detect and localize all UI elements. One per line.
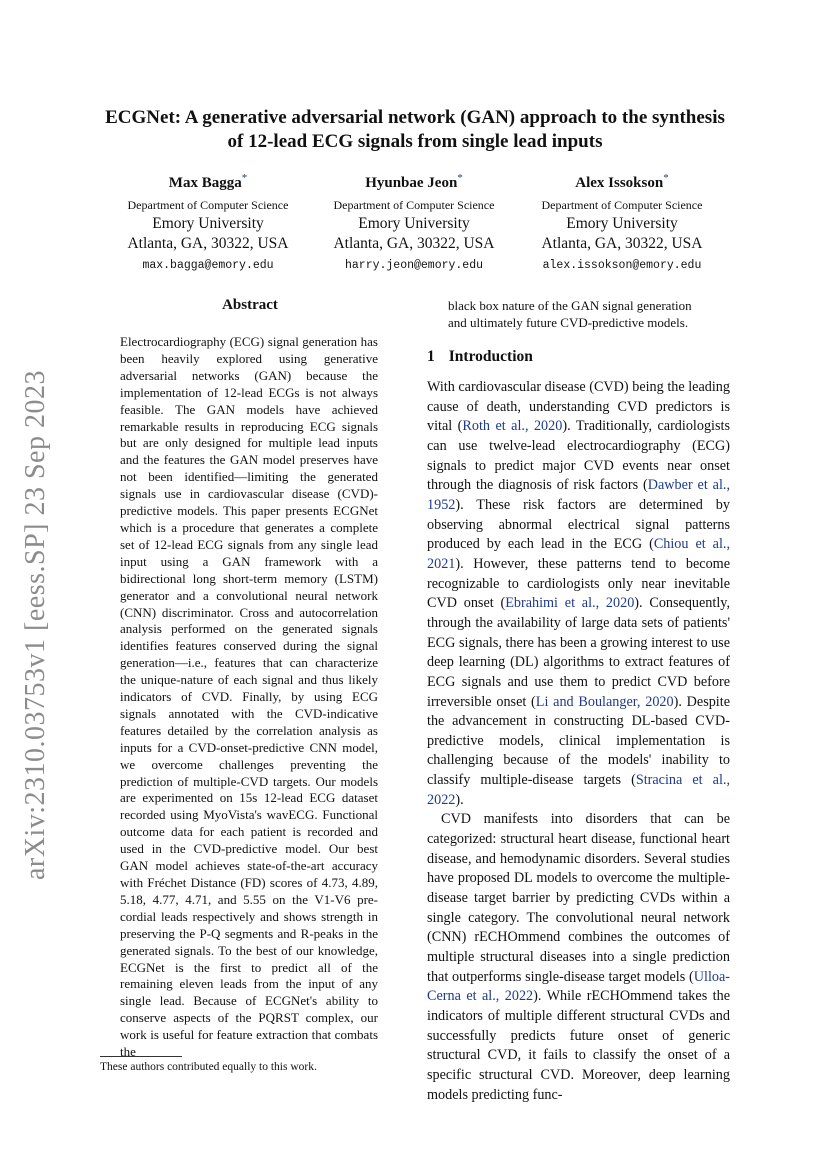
author-department: Department of Computer Science <box>333 198 495 212</box>
author-department: Department of Computer Science <box>127 198 289 212</box>
citation-link[interactable]: Roth et al., 2020 <box>462 418 563 435</box>
introduction-body <box>427 378 730 1105</box>
paragraph: With cardiovascular disease (CVD) being the leading cause of death, understanding CVD predictors is vital (Roth et al., 2020). Traditionally, cardiologists can use twelve-lead electrocardiography (ECG) signals to predict major CVD events near onset through the diagnosis of risk factors (Dawber et al., 1952). These risk factors are determined by observing abnormal electrical signal patterns produced by each lead in the ECG (Chiou et al., 2021). However, these patterns tend to become recognizable to cardiologists only near inevitable CVD onset (Ebrahimi et al., 2020). Consequently, through the availability of large data sets of patients' ECG signals, there has been a growing interest to use deep learning (DL) algorithms to extract features of ECG signals and use them to predict CVD before irreversible onset (Li and Boulanger, 2020). Despite the advancement in constructing DL-based CVD-predictive models, clinical implementation is challenging because of the models' inability to classify multiple-disease targets (Stracina et al., 2022). <box>427 379 730 808</box>
paper-title: ECGNet: A generative adversarial network (GAN) approach to the synthesis of 12-lead ECG signals from single lead inputs <box>105 107 725 152</box>
author-university: Emory University <box>152 215 264 232</box>
citation-link[interactable]: Ulloa-Cerna et al., 2022 <box>427 968 730 1005</box>
author-block <box>304 168 524 275</box>
author-university: Emory University <box>358 215 470 232</box>
footnote-divider <box>100 1056 182 1057</box>
footnote: These authors contributed equally to this work. <box>100 1061 317 1073</box>
section-heading <box>427 348 533 366</box>
author-block <box>512 168 732 275</box>
arxiv-identifier: arXiv:2310.03753v1 [eess.SP] 23 Sep 2023 <box>19 370 51 880</box>
author-city: Atlanta, GA, 30322, USA <box>127 235 289 252</box>
author-email[interactable]: harry.jeon@emory.edu <box>344 259 484 272</box>
author-block <box>98 168 318 275</box>
citation-link[interactable]: Chiou et al., 2021 <box>427 536 730 572</box>
abstract-continuation: black box nature of the GAN signal generation and ultimately future CVD-predictive models. <box>448 298 692 330</box>
author-university: Emory University <box>566 215 678 232</box>
author-city: Atlanta, GA, 30322, USA <box>333 235 495 252</box>
abstract-text: Electrocardiography (ECG) signal generation has been heavily explored using generative adversarial networks (GAN) because the implementation of 12-lead ECGs is not always feasible. The GAN models have achieved remarkable results in reproducing ECG signals but are only designed for multiple lead inputs and the features the GAN model preserves have not been identified—limiting the generated signals use in cardiovascular disease (CVD)-predictive models. This paper presents ECGNet which is a procedure that generates a complete set of 12-lead ECG signals from any single lead input using a GAN framework with a bidirectional long short-term memory (LSTM) generator and a convolutional neural network (CNN) discriminator. Cross and autocorrelation analysis performed on the generated signals identifies features conserved during the signal generation—i.e., features that can characterize the unique-nature of each signal and thus likely indicators of CVD. Finally, by using ECG signals annotated with the CVD-indicative features detailed by the correlation analysis as inputs for a CVD-onset-predictive CNN model, we overcome challenges preventing the prediction of multiple-CVD targets. Our models are experimented on 15s 12-lead ECG dataset recorded using MyoVista's wavECG. Functional outcome data for each patient is recorded and used in the CVD-predictive model. Our best GAN model achieves state-of-the-art accuracy with Fréchet Distance (FD) scores of 4.73, 4.89, 5.18, 4.77, 4.71, and 5.55 on the V1-V6 pre-cordial leads respectively and shows strength in preserving the P-Q segments and R-peaks in the generated signals. To the best of our knowledge, ECGNet is the first to predict all of the remaining eleven leads from the input of any single lead. Because of ECGNet's ability to conserve aspects of the PQRST complex, our work is useful for feature extraction that combats the <box>120 334 378 1060</box>
author-email[interactable]: alex.issokson@emory.edu <box>542 259 702 272</box>
citation-link[interactable]: Dawber et al., 1952 <box>427 477 730 513</box>
section-number: 1 <box>427 348 435 365</box>
author-email[interactable]: max.bagga@emory.edu <box>142 259 274 272</box>
author-city: Atlanta, GA, 30322, USA <box>541 235 703 252</box>
author-name: Hyunbae Jeon* <box>365 172 463 191</box>
citation-link[interactable]: Stracina et al., 2022 <box>427 772 730 808</box>
author-name: Alex Issokson* <box>575 172 669 191</box>
paragraph: CVD manifests into disorders that can be categorized: structural heart disease, functional heart disease, and hemodynamic disorders. Several studies have proposed DL models to overcome the multiple-disease target barrier by predicting CVDs within a single category. The convolutional neural network (CNN) rECHOmmend combines the outcomes of multiple structural diseases into a single prediction that outperforms single-disease target models (Ulloa-Cerna et al., 2022). While rECHOmmend takes the indicators of multiple different structural CVDs and successfully predicts future onset of generic structural CVD, it fails to classify the onset of a specific structural CVD. Moreover, deep learning models predicting func- <box>427 811 730 1103</box>
section-title: Introduction <box>448 348 533 365</box>
author-name: Max Bagga* <box>168 172 248 191</box>
citation-link[interactable]: Ebrahimi et al., 2020 <box>505 595 635 612</box>
abstract-heading: Abstract <box>222 297 278 313</box>
citation-link[interactable]: Li and Boulanger, 2020 <box>535 693 674 710</box>
author-department: Department of Computer Science <box>541 198 703 212</box>
